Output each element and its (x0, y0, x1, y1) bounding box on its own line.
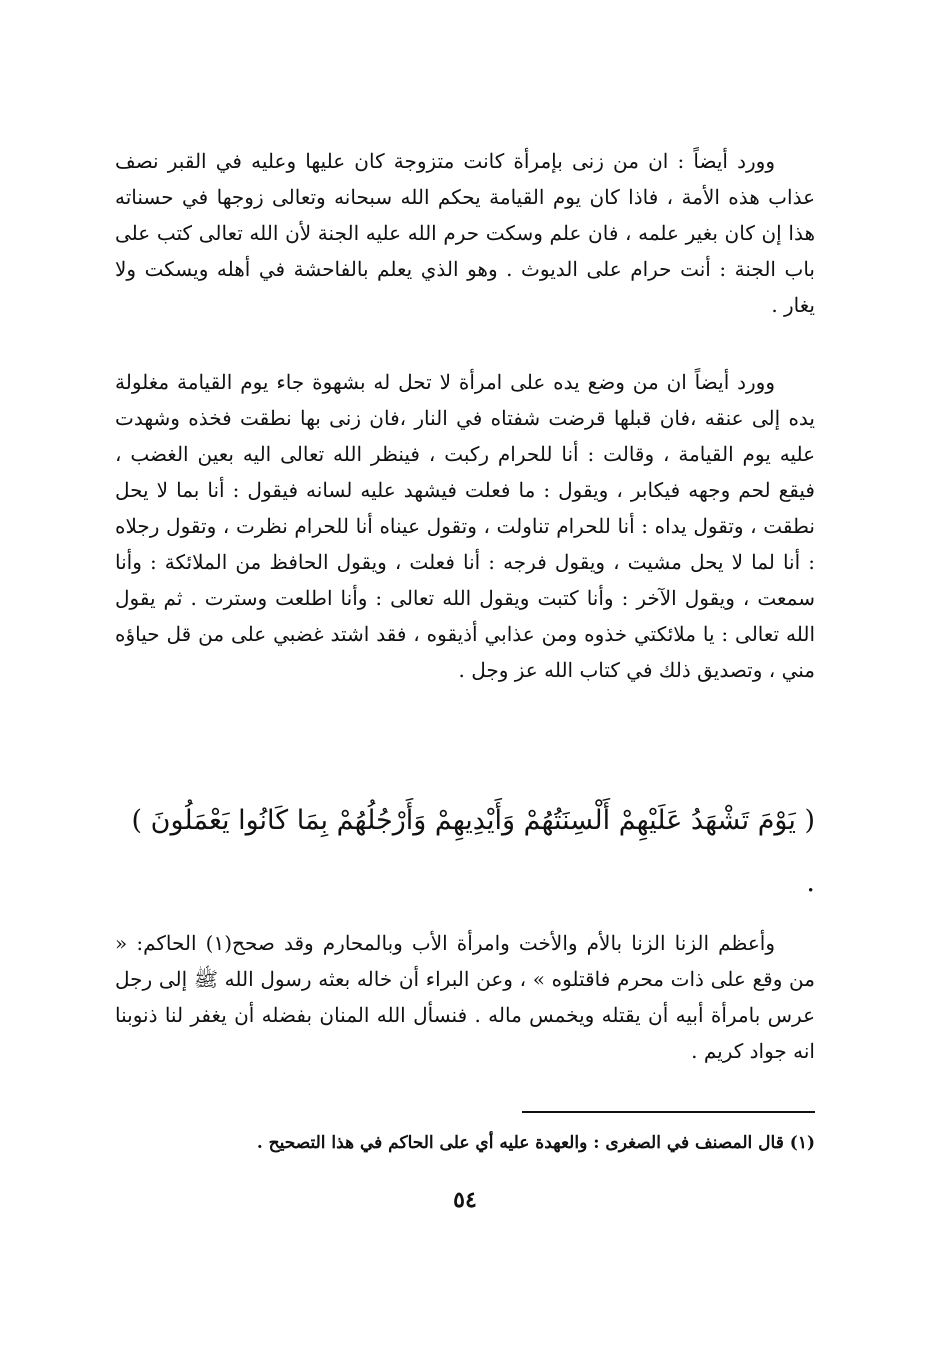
footnote-divider (522, 1111, 815, 1113)
footnote: (١) قال المصنف في الصغرى : والعهدة عليه أي على الحاكم في هذا التصحيح . (256, 1133, 815, 1153)
quran-verse: ( يَوْمَ تَشْهَدُ عَلَيْهِمْ أَلْسِنَتُهُمْ وَأَيْدِيهِمْ وَأَرْجُلُهُمْ بِمَا كَانُوا يَعْمَلُونَ ) . (131, 805, 815, 898)
paragraph-text: وورد أيضاً : ان من زنى بإمرأة كانت متزوجة كان عليها وعليه في القبر نصف عذاب هذه الأمة ، فاذا كان يوم القيامة يحكم الله سبحانه وتعالى زوجها في حسناته هذا إن كان بغير علمه ، فان علم وسكت حرم الله عليه الجنة لأن الله تعالى كتب على باب الجنة : أنت حرام على الديوث . وهو الذي يعلم بالفاحشة في أهله ويسكت ولا يغار . (115, 149, 815, 317)
paragraph-text: وأعظم الزنا الزنا بالأم والأخت وامرأة الأب وبالمحارم وقد صحح(١) الحاكم: « من وقع على ذات محرم فاقتلوه » ، وعن البراء أن خاله بعثه رسول الله ﷺ إلى رجل عرس بامرأة أبيه أن يقتله ويخمس ماله . فنسأل الله المنان بفضله أن يغفر لنا ذنوبنا انه جواد كريم . (115, 931, 815, 1063)
paragraph-2 (115, 364, 815, 688)
paragraph-1 (115, 143, 815, 323)
paragraph-3 (115, 925, 815, 1069)
paragraph-text: وورد أيضاً ان من وضع يده على امرأة لا تحل له بشهوة جاء يوم القيامة مغلولة يده إلى عنقه ،فان قبلها قرضت شفتاه في النار ،فان زنى بها نطقت فخذه وشهدت عليه يوم القيامة ، وقالت : أنا للحرام ركبت ، فينظر الله تعالى اليه بعين الغضب ، فيقع لحم وجهه فيكابر ، ويقول : ما فعلت فيشهد عليه لسانه فيقول : أنا بما لا يحل نطقت ، وتقول يداه : أنا للحرام تناولت ، وتقول عيناه أنا للحرام نظرت ، وتقول رجلاه : أنا لما لا يحل مشيت ، ويقول فرجه : أنا فعلت ، ويقول الحافظ من الملائكة : وأنا سمعت ، ويقول الآخر : وأنا كتبت ويقول الله تعالى : وأنا اطلعت وسترت . ثم يقول الله تعالى : يا ملائكتي خذوه ومن عذابي أذيقوه ، فقد اشتد غضبي على من قل حياؤه مني ، وتصديق ذلك في كتاب الله عز وجل . (115, 370, 815, 682)
page-number: ٥٤ (453, 1187, 477, 1213)
